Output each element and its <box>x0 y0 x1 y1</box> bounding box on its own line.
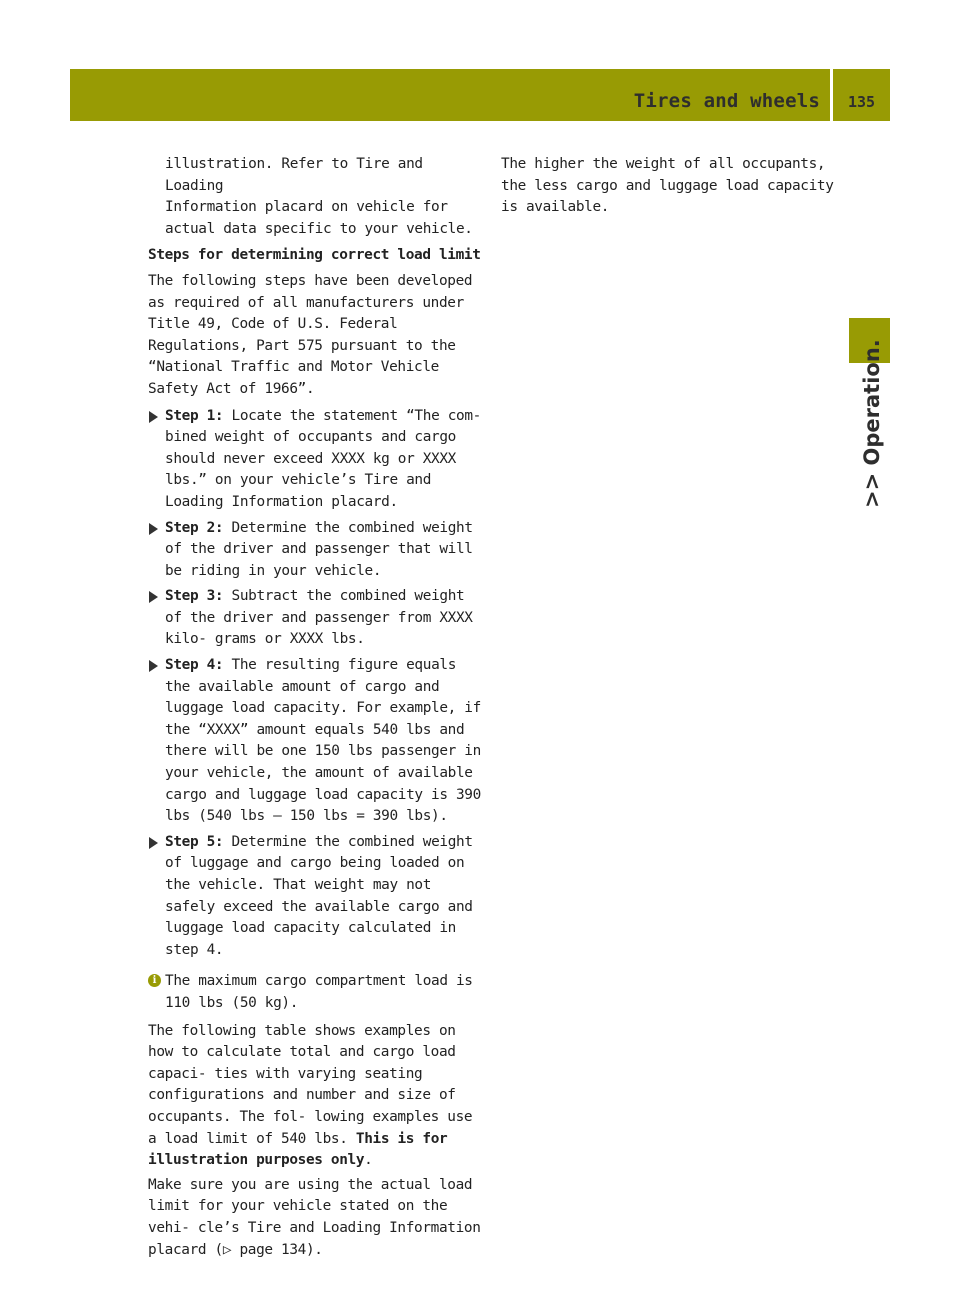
paragraph-occupant-weight: The higher the weight of all occupants, the less cargo and luggage load capacity is available. <box>501 156 834 216</box>
arrow-right-icon <box>149 837 158 849</box>
step-text: Determine the combined weight of luggage and cargo being loaded on the vehicle. That weight may not safely exceed the available cargo and luggage load capacity calculated in step 4. <box>165 833 473 958</box>
intro-line-1: illustration. Refer to Tire and Loading <box>165 156 423 194</box>
intro-line-2: Information placard on vehicle for <box>165 199 448 216</box>
arrow-right-icon <box>149 411 158 423</box>
subheading: Steps for determining correct load limit <box>148 247 481 264</box>
info-note <box>148 971 484 1014</box>
table-intro-text: The following table shows examples on how to calculate total and cargo load capaci- ties with varying seating configurations and number and size of occupants. The fol- lowing examples use a load limit of 540 lbs. <box>148 1022 473 1147</box>
step-text: The resulting figure equals the available amount of cargo and luggage load capacity. For example, if the “XXXX” amount equals 540 lbs and there will be one 150 lbs passenger in your vehicle, the amount of available cargo and luggage load capacity is 390 lbs (540 lbs – 150 lbs = 390 lbs). <box>165 657 481 825</box>
arrow-right-icon <box>149 523 158 535</box>
step-text: Locate the statement “The com- bined weight of occupants and cargo should never exceed XXXX kg or XXXX lbs.” on your vehicle’s Tire and Loading Information placard. <box>165 407 481 510</box>
step-label: Step 2: <box>165 519 224 536</box>
info-icon: i <box>148 974 161 987</box>
note-text: The maximum cargo compartment load is 110 lbs (50 kg). <box>165 973 473 1011</box>
step-label: Step 3: <box>165 588 224 605</box>
step-label: Step 1: <box>165 407 224 424</box>
step-4 <box>148 655 484 828</box>
intro-line-3: actual data specific to your vehicle. <box>165 220 473 237</box>
paragraph-actual-limit: Make sure you are using the actual load limit for your vehicle stated on the vehi- cle’s Tire and Loading Information placard (▷ page 134). <box>148 1176 481 1258</box>
step-text: Subtract the combined weight of the driver and passenger from XXXX kilo- grams or XXXX lbs. <box>165 588 473 648</box>
illustration-emphasis: This is for illustration purposes only <box>148 1130 448 1169</box>
step-2 <box>148 518 484 583</box>
left-column <box>148 154 484 1261</box>
page-number: 135 <box>848 93 876 111</box>
step-5 <box>148 832 484 962</box>
arrow-right-icon <box>149 660 158 672</box>
step-1 <box>148 406 484 514</box>
step-label: Step 5: <box>165 833 224 850</box>
emphasis-period: . <box>364 1152 373 1169</box>
step-text: Determine the combined weight of the driver and passenger that will be riding in your vehicle. <box>165 519 473 579</box>
paragraph-regulations: The following steps have been developed as required of all manufacturers under Title 49, Code of U.S. Federal Regulations, Part 575 pursuant to the “National Traffic and Motor Vehicle Safety Act of 1966”. <box>148 272 473 397</box>
header-divider <box>830 69 833 121</box>
paragraph-table-intro <box>148 1021 484 1172</box>
section-title: Tires and wheels <box>633 90 820 112</box>
step-3 <box>148 586 484 651</box>
side-tab-label: >> Operation. <box>860 339 884 508</box>
arrow-right-icon <box>149 591 158 603</box>
right-column <box>501 154 837 219</box>
step-label: Step 4: <box>165 657 224 674</box>
